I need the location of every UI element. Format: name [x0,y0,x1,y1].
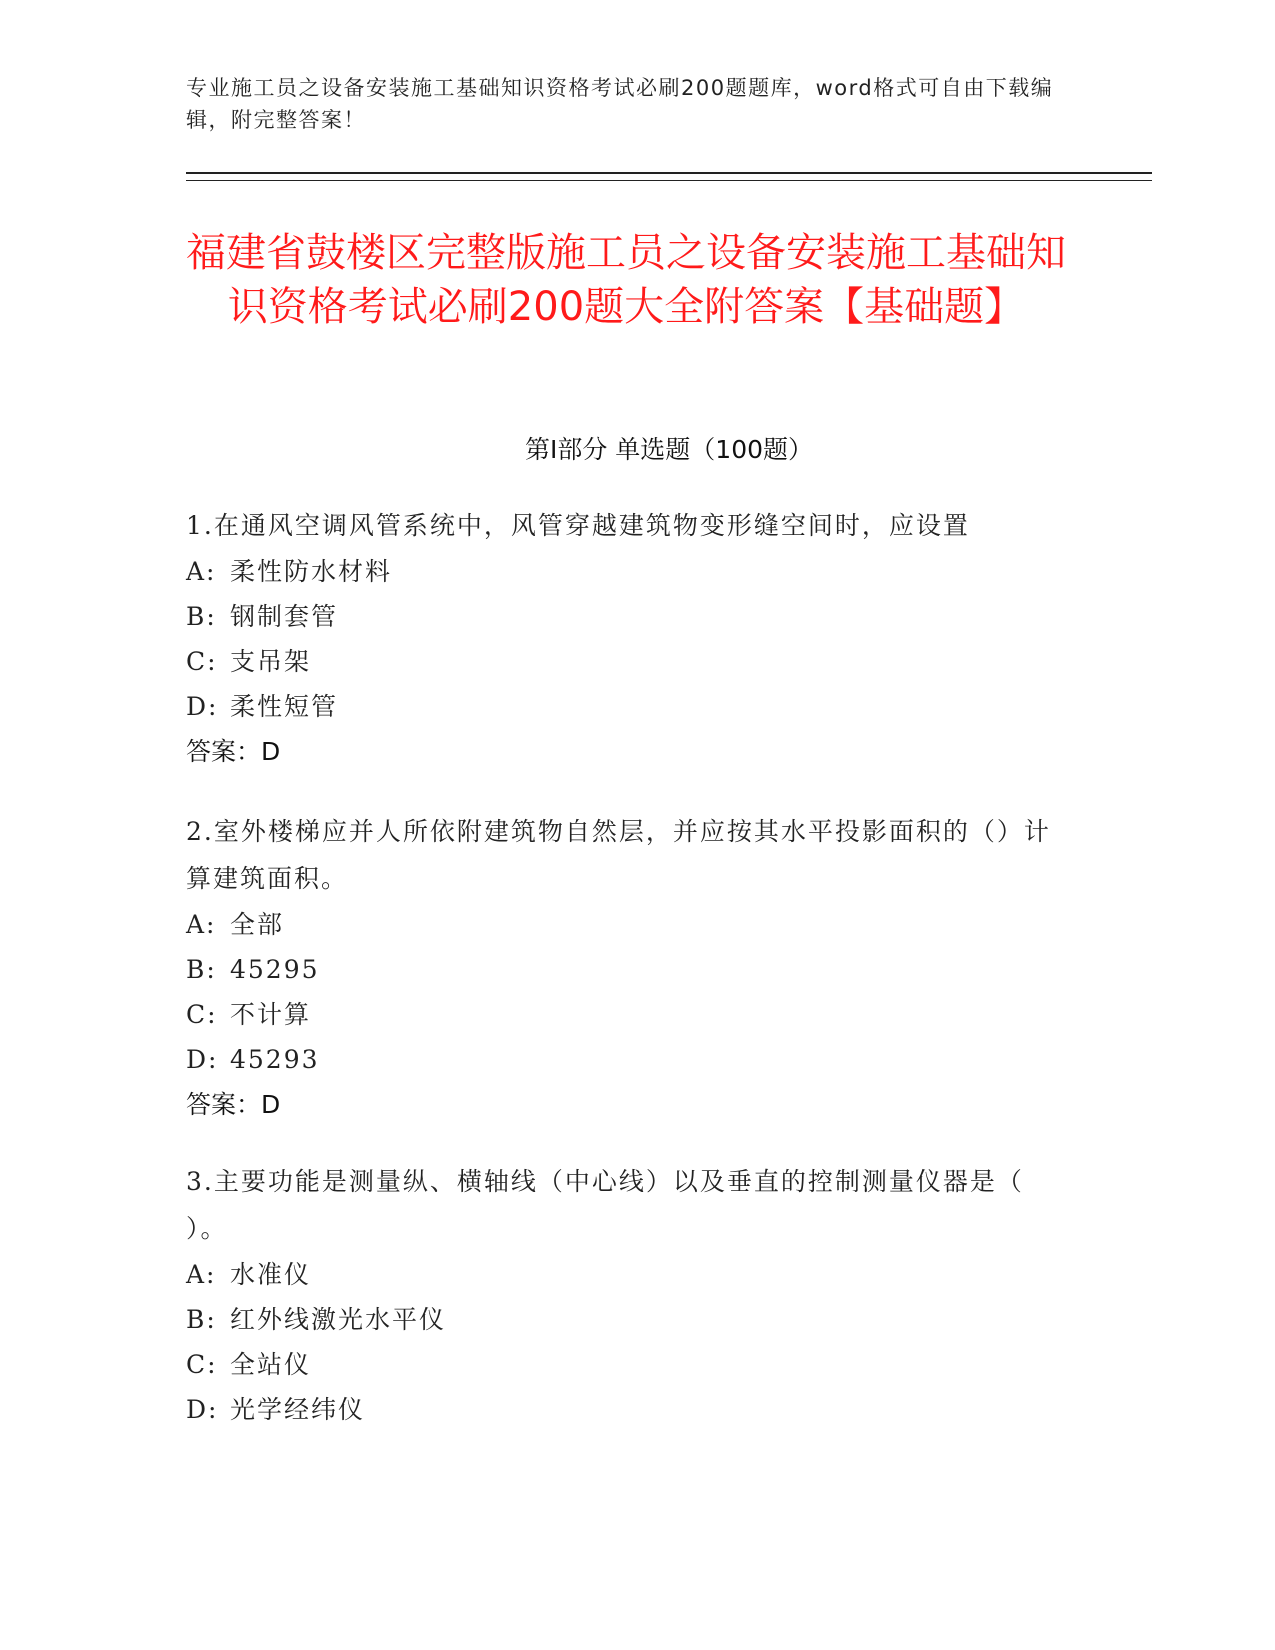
option-text: 不计算 [230,1000,312,1029]
option-text: 全站仪 [230,1350,312,1379]
option-key: A: [186,1260,217,1289]
option-b [186,947,1066,992]
option-text: 全部 [230,910,285,939]
option-key: B: [186,602,217,631]
option-key: B: [186,1305,217,1334]
option-a [186,902,1066,947]
option-key: D: [186,1045,219,1074]
option-text: 45295 [230,955,320,984]
answer-text: 答案：D [186,1090,281,1119]
option-key: C: [186,1000,218,1029]
option-c [186,992,1066,1037]
option-text: 支吊架 [230,647,312,676]
option-a [186,549,1066,594]
header-divider-thick [186,172,1152,174]
document-title: 福建省鼓楼区完整版施工员之设备安装施工基础知识资格考试必刷200题大全附答案【基础题】 [186,230,1066,330]
option-text: 45293 [230,1045,320,1074]
option-text: 红外线激光水平仪 [230,1305,447,1334]
option-text: 水准仪 [230,1260,312,1289]
option-c [186,1342,1066,1387]
header-divider-thin [186,180,1152,181]
option-text: 光学经纬仪 [230,1395,366,1424]
option-d [186,684,1066,729]
option-a [186,1252,1066,1297]
answer-text: 答案：D [186,737,281,766]
option-b [186,1297,1066,1342]
question-stem: 2.室外楼梯应并人所依附建筑物自然层，并应按其水平投影面积的（）计算建筑面积。 [186,817,1051,893]
option-key: B: [186,955,217,984]
option-d [186,1387,1066,1432]
option-key: A: [186,910,217,939]
question-stem: 3.主要功能是测量纵、横轴线（中心线）以及垂直的控制测量仪器是（ ）。 [186,1167,1024,1243]
option-b [186,594,1066,639]
option-key: D: [186,692,219,721]
option-d [186,1037,1066,1082]
option-key: C: [186,647,218,676]
document-header-note: 专业施工员之设备安装施工基础知识资格考试必刷200题题库，word格式可自由下载编辑，附完整答案！ [186,76,1054,132]
option-c [186,639,1066,684]
question-3 [186,1158,1066,1432]
section-heading: 第Ⅰ部分 单选题（100题） [524,435,814,464]
question-1 [186,502,1066,774]
option-key: C: [186,1350,218,1379]
option-text: 柔性短管 [230,692,339,721]
question-2 [186,808,1066,1127]
option-text: 柔性防水材料 [230,557,393,586]
option-key: D: [186,1395,219,1424]
question-stem: 1.在通风空调风管系统中，风管穿越建筑物变形缝空间时，应设置 [186,511,970,540]
option-text: 钢制套管 [230,602,339,631]
option-key: A: [186,557,217,586]
